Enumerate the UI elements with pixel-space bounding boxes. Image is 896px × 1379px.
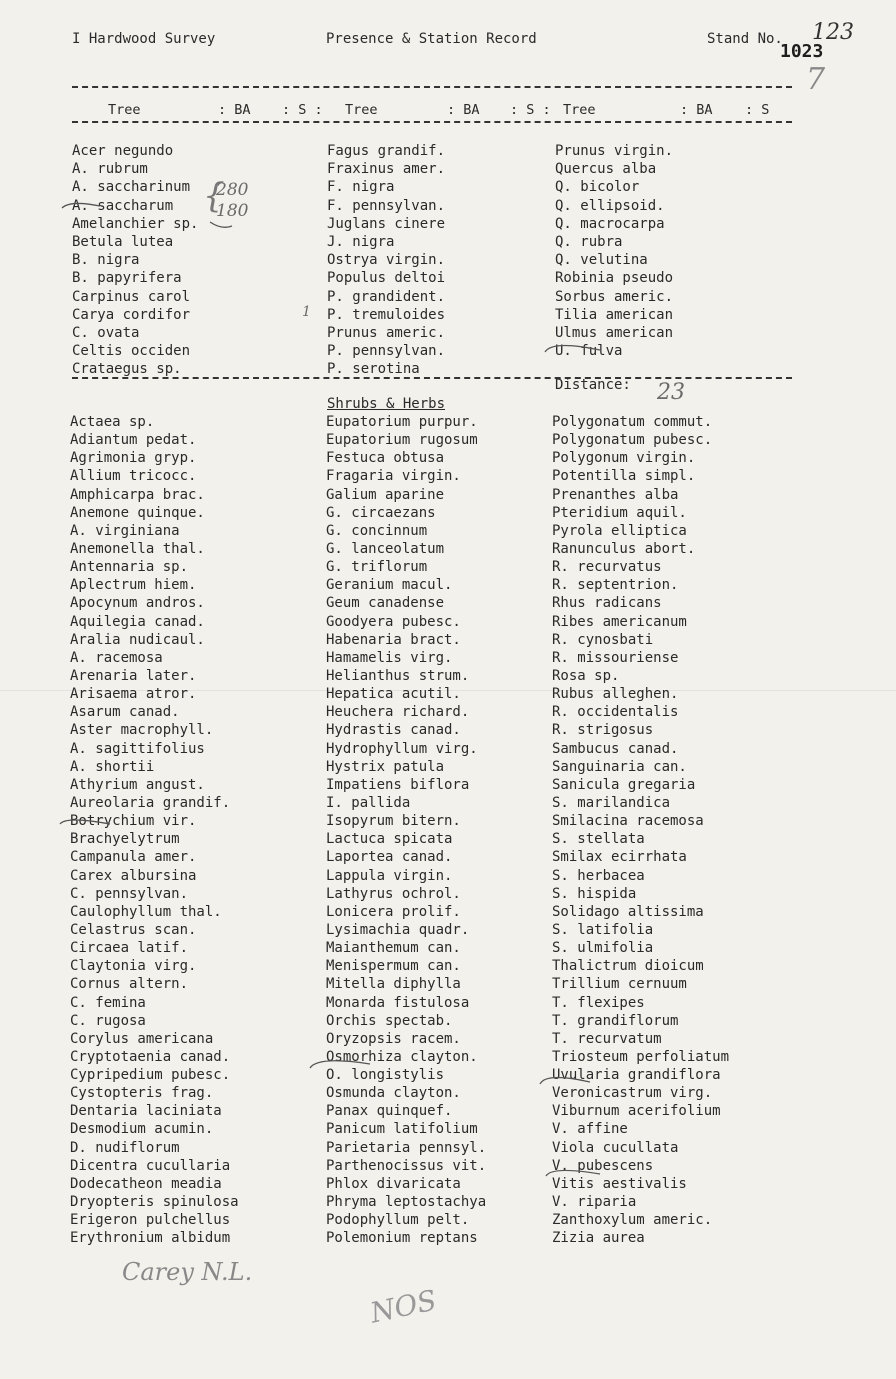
tree-species: A. rubrum	[72, 161, 148, 178]
herb-species: Dodecatheon meadia	[70, 1175, 222, 1192]
herb-species: Orchis spectab.	[326, 1012, 453, 1029]
herb-species: Aster macrophyll.	[70, 722, 214, 739]
herb-species: Actaea sp.	[70, 414, 155, 430]
herb-species: D. nudiflorum	[70, 1139, 180, 1156]
herb-species: Potentilla simpl.	[552, 468, 696, 485]
herb-species: S. marilandica	[552, 794, 671, 811]
herb-species: R. missouriense	[552, 649, 679, 666]
footer-mark: NOS	[367, 1283, 440, 1330]
herb-species: Aplectrum hiem.	[70, 577, 197, 594]
herb-species: Trillium cernuum	[552, 976, 687, 993]
corner-mark: 7	[806, 62, 826, 97]
tree-species: Fagus grandif.	[327, 143, 446, 159]
herb-species: R. septentrion.	[552, 577, 679, 594]
herb-species: V. pubescens	[552, 1157, 654, 1174]
herb-species: S. ulmifolia	[552, 940, 654, 957]
herb-species: Polemonium reptans	[326, 1230, 478, 1247]
herb-species: Sanguinaria can.	[552, 758, 687, 775]
herb-species: Cornus altern.	[70, 976, 189, 993]
herb-species: Osmunda clayton.	[326, 1085, 461, 1102]
herb-species: R. cynosbati	[552, 631, 654, 648]
tree-species: Carpinus carol	[72, 288, 191, 305]
herb-species: Viburnum acerifolium	[552, 1103, 721, 1120]
tree-species: F. nigra	[327, 179, 395, 196]
herb-species: Sanicula gregaria	[552, 776, 696, 793]
stand-label: Stand No.	[707, 31, 783, 47]
tree-species: P. grandident.	[327, 288, 446, 305]
herb-species: Triosteum perfoliatum	[552, 1048, 730, 1065]
herb-species: Prenanthes alba	[552, 486, 679, 503]
tree-species: A. saccharum	[72, 197, 174, 214]
tree-species: P. pennsylvan.	[327, 343, 446, 360]
herb-species: Podophyllum pelt.	[326, 1212, 470, 1229]
tree-species: J. nigra	[327, 233, 395, 250]
herb-species: Goodyera pubesc.	[326, 613, 461, 630]
col-header-tree-1: Tree	[108, 102, 141, 118]
herb-species: Dicentra cucullaria	[70, 1157, 231, 1174]
herb-species: Hystrix patula	[326, 758, 445, 775]
herb-species: R. strigosus	[552, 722, 654, 739]
herb-species: Oryzopsis racem.	[326, 1030, 461, 1047]
tree-species: Tilia american	[555, 306, 674, 323]
herb-species: Aureolaria grandif.	[70, 794, 231, 811]
herb-species: Festuca obtusa	[326, 450, 445, 467]
herb-species: A. shortii	[70, 758, 155, 775]
herb-species: Pteridium aquil.	[552, 504, 687, 521]
herb-species: Habenaria bract.	[326, 631, 461, 648]
herb-species: Amphicarpa brac.	[70, 486, 205, 503]
herb-species: Hydrophyllum virg.	[326, 740, 478, 757]
col-header-ba-1: : BA	[218, 102, 251, 118]
herb-species: Cypripedium pubesc.	[70, 1067, 231, 1084]
herb-species: Monarda fistulosa	[326, 994, 470, 1011]
herb-species: Arisaema atror.	[70, 686, 197, 703]
herb-species: Solidago altissima	[552, 903, 704, 920]
tree-species: Fraxinus amer.	[327, 161, 446, 178]
col-header-ba-2: : BA	[447, 102, 480, 118]
ba-value-2: 180	[216, 201, 249, 221]
herb-species: Carex albursina	[70, 867, 197, 884]
shrubs-herbs-heading: Shrubs & Herbs	[327, 396, 446, 412]
tree-species: Q. velutina	[555, 252, 648, 269]
herb-species: Hepatica acutil.	[326, 686, 461, 703]
herb-species: Lappula virgin.	[326, 867, 453, 884]
herb-species: T. flexipes	[552, 994, 645, 1011]
herb-species: S. hispida	[552, 885, 637, 902]
herb-species: Helianthus strum.	[326, 667, 470, 684]
herb-species: Erythronium albidum	[70, 1230, 231, 1247]
tree-species: Populus deltoi	[327, 270, 446, 287]
herb-species: G. triflorum	[326, 559, 428, 576]
tree-species: Sorbus americ.	[555, 288, 674, 305]
tree-species: A. saccharinum	[72, 179, 191, 196]
herb-species: A. virginiana	[70, 522, 180, 539]
herb-species: Cystopteris frag.	[70, 1085, 214, 1102]
herb-species: A. racemosa	[70, 649, 163, 666]
herb-species: Viola cucullata	[552, 1139, 679, 1156]
herb-species: C. rugosa	[70, 1012, 146, 1029]
herb-species: Ribes americanum	[552, 613, 687, 630]
herb-species: Panax quinquef.	[326, 1103, 453, 1120]
tree-species: P. serotina	[327, 361, 420, 378]
herb-species: Osmorhiza clayton.	[326, 1048, 478, 1065]
herb-species: G. concinnum	[326, 522, 428, 539]
col-header-ba-3: : BA	[680, 102, 713, 118]
tree-species: C. ovata	[72, 324, 140, 341]
herb-species: Sambucus canad.	[552, 740, 679, 757]
herb-species: Rosa sp.	[552, 667, 620, 684]
paper-fold	[0, 690, 896, 691]
herb-species: Geranium macul.	[326, 577, 453, 594]
stand-number-stamp: 1023	[780, 41, 824, 62]
herb-species: Adiantum pedat.	[70, 432, 197, 449]
herb-species: Mitella diphylla	[326, 976, 461, 993]
tree-species: Juglans cinere	[327, 215, 446, 232]
tree-species: Ostrya virgin.	[327, 252, 446, 269]
herb-species: Botrychium vir.	[70, 813, 197, 830]
tree-species: Robinia pseudo	[555, 270, 674, 287]
col-header-s-2: : S :	[510, 102, 551, 118]
herb-species: Phryma leptostachya	[326, 1194, 487, 1211]
herb-species: G. circaezans	[326, 504, 436, 521]
distance-value: 23	[657, 380, 685, 405]
herb-species: Claytonia virg.	[70, 958, 197, 975]
distance-label: Distance:	[555, 377, 631, 393]
herb-species: Apocynum andros.	[70, 595, 205, 612]
herb-species: Parthenocissus vit.	[326, 1157, 487, 1174]
herb-species: Fragaria virgin.	[326, 468, 461, 485]
herb-species: S. latifolia	[552, 921, 654, 938]
herb-species: Pyrola elliptica	[552, 522, 687, 539]
herb-species: V. affine	[552, 1121, 628, 1138]
herb-species: Celastrus scan.	[70, 921, 197, 938]
herb-species: Parietaria pennsyl.	[326, 1139, 487, 1156]
herb-species: Brachyelytrum	[70, 831, 180, 848]
herb-species: C. femina	[70, 994, 146, 1011]
col-header-tree-3: Tree	[563, 102, 596, 118]
tree-species: F. pennsylvan.	[327, 197, 446, 214]
herb-species: Circaea latif.	[70, 940, 189, 957]
tree-species: B. nigra	[72, 252, 140, 269]
tree-species: Betula lutea	[72, 233, 174, 250]
stand-number-handwritten: 123	[812, 20, 854, 45]
tree-species: Acer negundo	[72, 143, 174, 159]
herb-species: Phlox divaricata	[326, 1175, 461, 1192]
herb-species: Allium tricocc.	[70, 468, 197, 485]
herb-species: Maianthemum can.	[326, 940, 461, 957]
herb-species: Campanula amer.	[70, 849, 197, 866]
herb-species: Aralia nudicaul.	[70, 631, 205, 648]
tree-species: Prunus virgin.	[555, 143, 674, 159]
herb-species: Agrimonia gryp.	[70, 450, 197, 467]
herb-species: Dentaria laciniata	[70, 1103, 222, 1120]
herb-species: Eupatorium purpur.	[326, 414, 478, 430]
herb-species: Geum canadense	[326, 595, 445, 612]
herb-species: Asarum canad.	[70, 704, 180, 721]
herb-species: Lonicera prolif.	[326, 903, 461, 920]
col-header-s-3: : S	[745, 102, 770, 118]
herb-species: Menispermum can.	[326, 958, 461, 975]
herb-species: A. sagittifolius	[70, 740, 205, 757]
herb-species: Isopyrum bitern.	[326, 813, 461, 830]
herb-species: R. recurvatus	[552, 559, 662, 576]
herb-species: Vitis aestivalis	[552, 1175, 687, 1192]
herb-species: R. occidentalis	[552, 704, 679, 721]
herb-species: Polygonatum pubesc.	[552, 432, 713, 449]
tree-species: Q. ellipsoid.	[555, 197, 665, 214]
record-title: Presence & Station Record	[326, 31, 537, 47]
tree-species: Prunus americ.	[327, 324, 446, 341]
herb-species: Polygonatum commut.	[552, 414, 713, 430]
herb-species: Caulophyllum thal.	[70, 903, 222, 920]
herb-species: Laportea canad.	[326, 849, 453, 866]
herb-species: Smilax ecirrhata	[552, 849, 687, 866]
tree-species: Celtis occiden	[72, 343, 191, 360]
herb-species: Hamamelis virg.	[326, 649, 453, 666]
herb-species: Smilacina racemosa	[552, 813, 704, 830]
herb-species: Polygonum virgin.	[552, 450, 696, 467]
herb-species: T. grandiflorum	[552, 1012, 679, 1029]
herb-species: Antennaria sp.	[70, 559, 189, 576]
herb-species: Aquilegia canad.	[70, 613, 205, 630]
herb-species: Athyrium angust.	[70, 776, 205, 793]
tree-species: Q. rubra	[555, 233, 623, 250]
tree-species: Quercus alba	[555, 161, 657, 178]
herb-species: Lathyrus ochrol.	[326, 885, 461, 902]
herb-species: S. herbacea	[552, 867, 645, 884]
herb-species: S. stellata	[552, 831, 645, 848]
ba-value-1: 280	[216, 180, 249, 200]
tree-species: U. fulva	[555, 343, 623, 360]
herb-species: O. longistylis	[326, 1067, 445, 1084]
herb-species: Heuchera richard.	[326, 704, 470, 721]
survey-title: I Hardwood Survey	[72, 31, 216, 47]
herb-species: Rhus radicans	[552, 595, 662, 612]
tree-species: B. papyrifera	[72, 270, 182, 287]
herb-species: Hydrastis canad.	[326, 722, 461, 739]
tree-species: Crataegus sp.	[72, 361, 182, 378]
tree-species: Q. bicolor	[555, 179, 640, 196]
herb-species: Arenaria later.	[70, 667, 197, 684]
herb-species: Uvularia grandiflora	[552, 1067, 721, 1084]
herb-species: Corylus americana	[70, 1030, 214, 1047]
herb-species: Ranunculus abort.	[552, 540, 696, 557]
herb-species: Desmodium acumin.	[70, 1121, 214, 1138]
herb-species: Lactuca spicata	[326, 831, 453, 848]
herb-species: Cryptotaenia canad.	[70, 1048, 231, 1065]
tree-species: Q. macrocarpa	[555, 215, 665, 232]
collector-note: Carey N.L.	[122, 1258, 253, 1286]
herb-species: Lysimachia quadr.	[326, 921, 470, 938]
herb-species: V. riparia	[552, 1194, 637, 1211]
herb-species: Erigeron pulchellus	[70, 1212, 231, 1229]
herb-species: Galium aparine	[326, 486, 445, 503]
herb-species: Eupatorium rugosum	[326, 432, 478, 449]
herb-species: G. lanceolatum	[326, 540, 445, 557]
herb-species: C. pennsylvan.	[70, 885, 189, 902]
tree-species: Amelanchier sp.	[72, 215, 199, 232]
herb-species: I. pallida	[326, 794, 411, 811]
tally-mark: 1	[302, 304, 311, 320]
herb-species: T. recurvatum	[552, 1030, 662, 1047]
col-header-s-1: : S :	[282, 102, 323, 118]
herb-species: Panicum latifolium	[326, 1121, 478, 1138]
tree-species: Carya cordifor	[72, 306, 191, 323]
herb-species: Veronicastrum virg.	[552, 1085, 713, 1102]
herb-species: Anemone quinque.	[70, 504, 205, 521]
tree-species: P. tremuloides	[327, 306, 446, 323]
herb-species: Zizia aurea	[552, 1230, 645, 1247]
herb-species: Thalictrum dioicum	[552, 958, 704, 975]
herb-species: Anemonella thal.	[70, 540, 205, 557]
herb-species: Zanthoxylum americ.	[552, 1212, 713, 1229]
herb-species: Dryopteris spinulosa	[70, 1194, 239, 1211]
brace-mark: {	[203, 176, 225, 216]
col-header-tree-2: Tree	[345, 102, 378, 118]
herb-species: Impatiens biflora	[326, 776, 470, 793]
tree-species: Ulmus american	[555, 324, 674, 341]
herb-species: Rubus alleghen.	[552, 686, 679, 703]
